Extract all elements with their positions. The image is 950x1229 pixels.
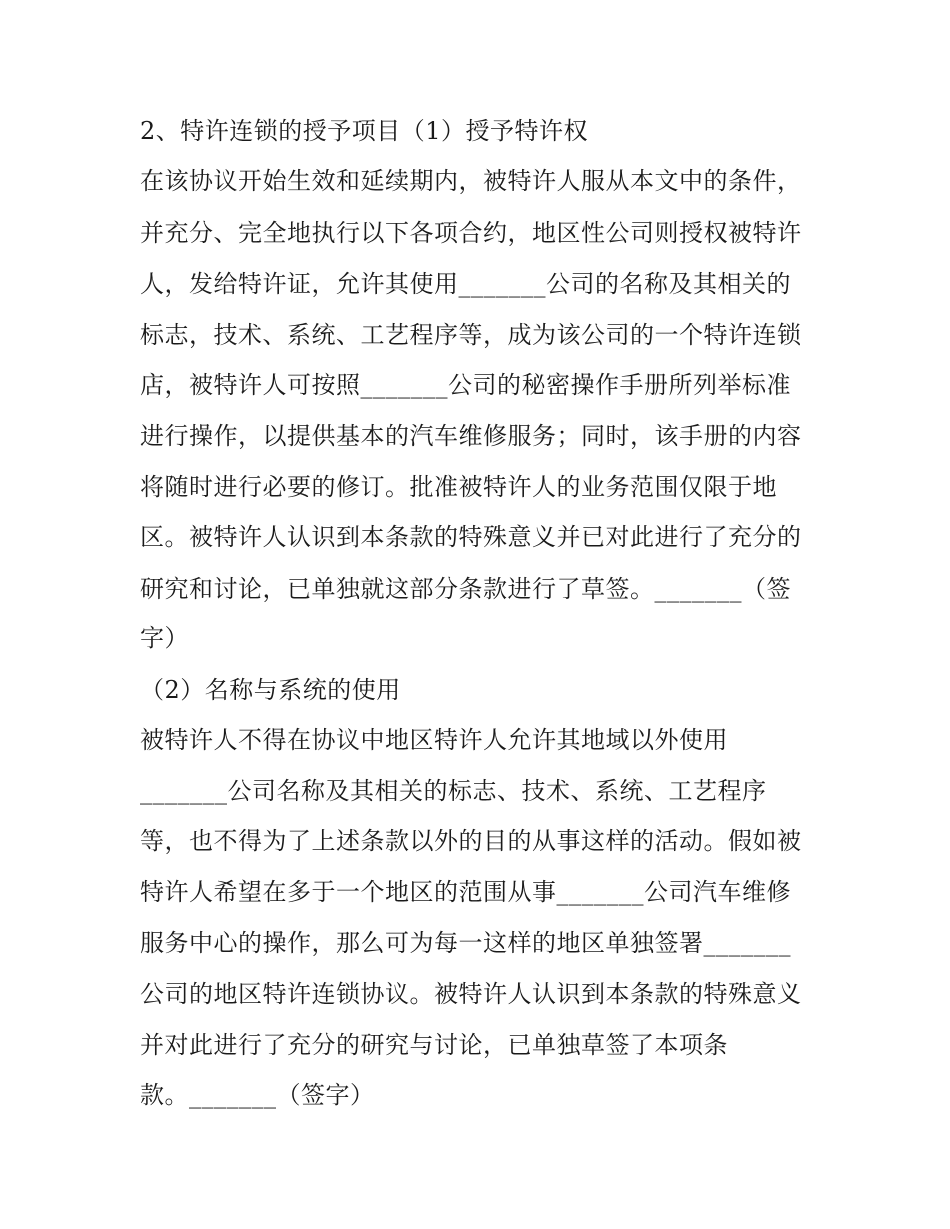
paragraph-line: 公司的地区特许连锁协议。被特许人认识到本条款的特殊意义 bbox=[140, 980, 802, 1008]
subsection-heading: （2）名称与系统的使用 bbox=[140, 676, 401, 704]
paragraph-line: 区。被特许人认识到本条款的特殊意义并已对此进行了充分的 bbox=[140, 523, 802, 551]
paragraph-line: 特许人希望在多于一个地区的范围从事_______公司汽车维修 bbox=[140, 878, 791, 906]
paragraph-line: 字） bbox=[140, 624, 189, 652]
section-heading: 2、特许连锁的授予项目（1）授予特许权 bbox=[140, 117, 589, 145]
paragraph-line: 店，被特许人可按照_______公司的秘密操作手册所列举标准 bbox=[140, 371, 791, 399]
paragraph-line: 进行操作，以提供基本的汽车维修服务；同时，该手册的内容 bbox=[140, 422, 802, 450]
paragraph-line: 将随时进行必要的修订。批准被特许人的业务范围仅限于地 bbox=[140, 473, 777, 501]
paragraph-line: 标志，技术、系统、工艺程序等，成为该公司的一个特许连锁 bbox=[140, 321, 802, 349]
paragraph-line: 并充分、完全地执行以下各项合约，地区性公司则授权被特许 bbox=[140, 219, 802, 247]
paragraph-line: 研究和讨论，已单独就这部分条款进行了草签。_______（签 bbox=[140, 575, 791, 603]
paragraph-line: 服务中心的操作，那么可为每一这样的地区单独签署_______ bbox=[140, 929, 791, 957]
paragraph-line: 人，发给特许证，允许其使用_______公司的名称及其相关的 bbox=[140, 270, 791, 298]
paragraph-line: 等，也不得为了上述条款以外的目的从事这样的活动。假如被 bbox=[140, 827, 802, 855]
paragraph-line: 在该协议开始生效和延续期内，被特许人服从本文中的条件， bbox=[140, 167, 802, 195]
paragraph-line: 款。_______（签字） bbox=[140, 1081, 375, 1109]
paragraph-line: _______公司名称及其相关的标志、技术、系统、工艺程序 bbox=[140, 777, 767, 805]
paragraph-line: 被特许人不得在协议中地区特许人允许其地域以外使用 bbox=[140, 726, 728, 754]
paragraph-line: 并对此进行了充分的研究与讨论，已单独草签了本项条 bbox=[140, 1031, 728, 1059]
